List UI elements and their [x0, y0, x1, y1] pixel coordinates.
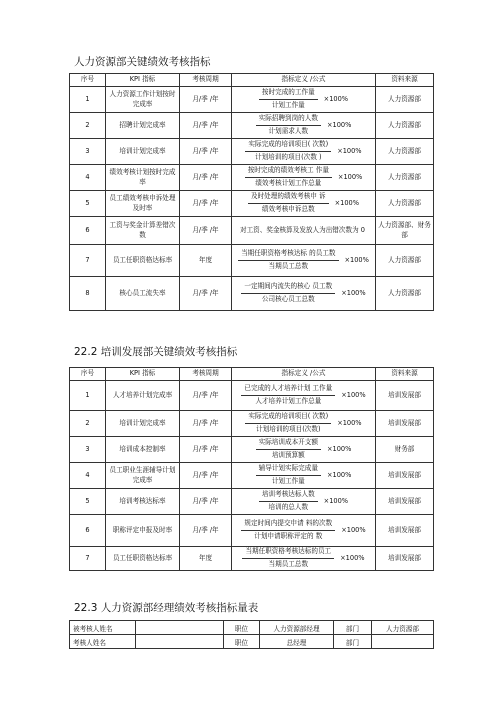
fraction-denominator: 绩效考核申诉总数 — [261, 205, 315, 213]
column-header: 指标定义 /公式 — [232, 368, 376, 381]
kpi-formula — [232, 113, 376, 139]
table-row — [70, 245, 434, 277]
table-row — [70, 277, 434, 311]
data-source: 财务部 — [376, 437, 434, 463]
kpi-name: 人力资源工作计划按时完成率 — [106, 87, 180, 113]
table-row — [70, 437, 434, 463]
assessment-period: 月/季 /年 — [180, 191, 232, 217]
row-number: 7 — [70, 547, 106, 571]
row-number: 3 — [70, 437, 106, 463]
table-row — [70, 489, 434, 515]
fraction-denominator: 当期员工总数 — [268, 560, 309, 568]
kpi-name: 招聘计划完成率 — [106, 113, 180, 139]
percent-multiplier: ×100% — [337, 146, 362, 155]
scorecard-title: 22.3 人力资源部经理绩效考核指标量表 — [74, 602, 259, 614]
kpi-name: 培训计划完成率 — [106, 139, 180, 165]
formula — [234, 114, 373, 137]
fraction — [256, 464, 321, 487]
row-number: 6 — [70, 217, 106, 245]
data-source: 培训发展部 — [376, 489, 434, 515]
kpi-name: 核心员工流失率 — [106, 277, 180, 311]
column-header: 序号 — [70, 74, 106, 87]
column-header: 考核周期 — [180, 368, 232, 381]
kpi-formula — [232, 217, 376, 245]
kpi-name: 员工任职资格达标率 — [106, 547, 180, 571]
fraction-numerator: 已完成的人才培养计划 工作量 — [241, 384, 335, 396]
assessment-period: 月/季 /年 — [180, 113, 232, 139]
kpi-name: 员工任职资格达标率 — [106, 245, 180, 277]
fraction-numerator: 培训考核达标人数 — [259, 490, 318, 502]
row-number: 5 — [70, 191, 106, 217]
fraction-numerator: 按时完成的工作量 — [259, 88, 318, 100]
assessment-period: 年度 — [180, 245, 232, 277]
kpi-formula — [232, 165, 376, 191]
fraction — [256, 438, 321, 461]
percent-multiplier: ×100% — [326, 444, 352, 453]
fraction — [241, 519, 335, 542]
data-source: 培训发展部 — [376, 547, 434, 571]
column-header: 序号 — [70, 368, 106, 381]
fraction — [238, 249, 338, 272]
percent-multiplier: ×100% — [323, 94, 349, 103]
data-source: 人力资源部 — [376, 165, 434, 191]
fraction-denominator: 绩效考核计划工作总量 — [255, 179, 322, 187]
row-number: 1 — [70, 381, 106, 411]
formula — [234, 519, 373, 542]
position-value: 总经理 — [260, 635, 334, 649]
kpi-formula — [232, 191, 376, 217]
fraction-denominator: 人才培养计划工作总量 — [255, 397, 322, 405]
fraction-denominator: 计划工作量 — [271, 477, 305, 485]
fraction-numerator: 按时完成的绩效考核工 作量 — [245, 166, 332, 178]
percent-multiplier: ×100% — [337, 172, 363, 181]
kpi-formula — [232, 547, 376, 571]
data-source: 人力资源部 — [376, 113, 434, 139]
formula — [234, 547, 373, 570]
table-row — [70, 165, 434, 191]
department-value: 人力资源部 — [372, 621, 434, 635]
percent-multiplier: ×100% — [341, 390, 366, 399]
kpi-name: 职称评定申报及时率 — [106, 515, 180, 547]
kpi-formula — [232, 437, 376, 463]
assessment-period: 月/季 /年 — [180, 381, 232, 411]
column-header: KPI 指标 — [106, 74, 180, 87]
data-source: 人力资源部 — [376, 245, 434, 277]
data-source: 人力资源部 — [376, 139, 434, 165]
fraction-denominator: 计划工作量 — [271, 101, 305, 109]
department-label: 部门 — [334, 635, 372, 649]
percent-multiplier: ×100% — [341, 288, 366, 297]
training-kpi-table — [69, 367, 434, 571]
formula — [234, 88, 373, 111]
percent-multiplier: ×100% — [344, 255, 369, 264]
table-row — [70, 463, 434, 489]
assessment-period: 年度 — [180, 547, 232, 571]
fraction — [242, 547, 334, 570]
fraction-denominator: 计划培训的项目(次数) — [256, 425, 321, 433]
formula — [234, 438, 373, 461]
kpi-name: 培训计划完成率 — [106, 411, 180, 437]
table-row — [70, 547, 434, 571]
row-number: 5 — [70, 489, 106, 515]
table-row — [70, 139, 434, 165]
row-number: 7 — [70, 245, 106, 277]
fraction — [241, 384, 335, 407]
percent-multiplier: ×100% — [337, 418, 362, 427]
row-number: 4 — [70, 165, 106, 191]
table-row — [70, 87, 434, 113]
section-1-title: 人力资源部关键绩效考核指标 — [74, 56, 211, 68]
percent-multiplier: ×100% — [341, 525, 366, 534]
assessment-period: 月/季 /年 — [180, 217, 232, 245]
table-header-row — [70, 368, 434, 381]
column-header: 资料来源 — [376, 368, 434, 381]
data-source: 人力资源部 — [376, 87, 434, 113]
row-number: 2 — [70, 113, 106, 139]
kpi-name: 培训考核达标率 — [106, 489, 180, 515]
fraction — [248, 192, 329, 215]
fraction — [256, 114, 321, 137]
column-header: 指标定义 /公式 — [232, 74, 376, 87]
formula — [234, 140, 373, 163]
fraction-denominator: 当期员工总数 — [268, 262, 309, 270]
formula-text: 对工资、奖金核算及发放人为出错次数为 0 — [240, 225, 365, 234]
fraction-numerator: 一定期间内流失的核心 员工数 — [241, 282, 335, 294]
data-source: 培训发展部 — [376, 381, 434, 411]
formula — [234, 166, 373, 189]
kpi-formula — [232, 139, 376, 165]
table-row — [70, 191, 434, 217]
kpi-formula — [232, 245, 376, 277]
kpi-formula — [232, 277, 376, 311]
assessment-period: 月/季 /年 — [180, 437, 232, 463]
position-value: 人力资源部经理 — [260, 621, 334, 635]
kpi-name: 人才培养计划完成率 — [106, 381, 180, 411]
fraction — [241, 282, 335, 305]
table-row — [70, 381, 434, 411]
fraction-numerator: 实际完成的培训项目( 次数) — [245, 412, 331, 424]
kpi-formula — [232, 515, 376, 547]
fraction-denominator: 公司核心员工总数 — [261, 295, 315, 303]
fraction-numerator: 实际招聘到岗的人数 — [256, 114, 321, 126]
percent-multiplier: ×100% — [340, 553, 365, 562]
percent-multiplier: ×100% — [326, 120, 352, 129]
kpi-name: 员工绩效考核申诉处理及时率 — [106, 191, 180, 217]
name-value — [136, 621, 224, 635]
fraction-numerator: 辅导计划实际完成量 — [256, 464, 321, 476]
row-number: 6 — [70, 515, 106, 547]
kpi-formula — [232, 489, 376, 515]
assessment-period: 月/季 /年 — [180, 165, 232, 191]
percent-multiplier: ×100% — [323, 496, 349, 505]
scorecard-row — [70, 621, 434, 635]
row-number: 3 — [70, 139, 106, 165]
fraction-numerator: 及时处理的绩效考核申 诉 — [248, 192, 329, 204]
row-number: 2 — [70, 411, 106, 437]
data-source: 培训发展部 — [376, 515, 434, 547]
fraction-denominator: 计划申请职称评定的 数 — [254, 532, 323, 540]
table-row — [70, 217, 434, 245]
name-value — [136, 635, 224, 649]
fraction-denominator: 计划需求人数 — [268, 127, 309, 135]
kpi-formula — [232, 381, 376, 411]
assessment-period: 月/季 /年 — [180, 87, 232, 113]
fraction-numerator: 当期任职资格考核达标 的员工数 — [238, 249, 338, 261]
kpi-name: 工资与奖金计算差错次数 — [106, 217, 180, 245]
assessment-period: 月/季 /年 — [180, 515, 232, 547]
kpi-name: 员工职业生涯辅导计划完成率 — [106, 463, 180, 489]
fraction-numerator: 当期任职资格考核达标的员工 — [242, 547, 334, 559]
fraction-numerator: 实际培训成本开支额 — [256, 438, 321, 450]
hr-kpi-table — [69, 73, 434, 311]
formula — [234, 490, 373, 513]
data-source: 培训发展部 — [376, 463, 434, 489]
kpi-name: 绩效考核计划按时完成率 — [106, 165, 180, 191]
fraction — [245, 412, 331, 435]
assessment-period: 月/季 /年 — [180, 463, 232, 489]
department-value — [372, 635, 434, 649]
data-source: 人力资源部 — [376, 277, 434, 311]
fraction-numerator: 规定时间内提交申请 料的次数 — [241, 519, 335, 531]
fraction — [259, 88, 318, 111]
scorecard-table — [69, 620, 434, 649]
formula — [234, 412, 373, 435]
percent-multiplier: ×100% — [326, 470, 352, 479]
assessment-period: 月/季 /年 — [180, 489, 232, 515]
formula — [234, 192, 373, 215]
assessment-period: 月/季 /年 — [180, 277, 232, 311]
scorecard-row — [70, 635, 434, 649]
formula — [234, 249, 373, 272]
fraction-denominator: 计划培训的项目(次数 ) — [255, 153, 322, 161]
row-number: 1 — [70, 87, 106, 113]
kpi-formula — [232, 87, 376, 113]
section-2-title: 22.2 培训发展部关键绩效考核指标 — [74, 346, 238, 358]
column-header: 考核周期 — [180, 74, 232, 87]
position-label: 职位 — [224, 621, 260, 635]
data-source: 培训发展部 — [376, 411, 434, 437]
formula — [234, 464, 373, 487]
row-number: 8 — [70, 277, 106, 311]
fraction — [245, 140, 331, 163]
percent-multiplier: ×100% — [334, 198, 360, 207]
formula — [234, 384, 373, 407]
kpi-formula — [232, 411, 376, 437]
fraction-numerator: 实际完成的培训项目( 次数) — [245, 140, 331, 152]
fraction-denominator: 培训的总人数 — [268, 503, 309, 511]
table-header-row — [70, 74, 434, 87]
table-row — [70, 515, 434, 547]
fraction-denominator: 培训预算额 — [271, 451, 305, 459]
formula — [234, 282, 373, 305]
table-row — [70, 411, 434, 437]
position-label: 职位 — [224, 635, 260, 649]
column-header: 资料来源 — [376, 74, 434, 87]
table-row — [70, 113, 434, 139]
data-source: 人力资源部、财务部 — [376, 217, 434, 245]
field-label: 考核人姓名 — [70, 635, 136, 649]
department-label: 部门 — [334, 621, 372, 635]
data-source: 人力资源部 — [376, 191, 434, 217]
column-header: KPI 指标 — [106, 368, 180, 381]
field-label: 被考核人姓名 — [70, 621, 136, 635]
assessment-period: 月/季 /年 — [180, 411, 232, 437]
fraction — [259, 490, 318, 513]
fraction — [245, 166, 332, 189]
kpi-formula — [232, 463, 376, 489]
row-number: 4 — [70, 463, 106, 489]
assessment-period: 月/季 /年 — [180, 139, 232, 165]
kpi-name: 培训成本控制率 — [106, 437, 180, 463]
